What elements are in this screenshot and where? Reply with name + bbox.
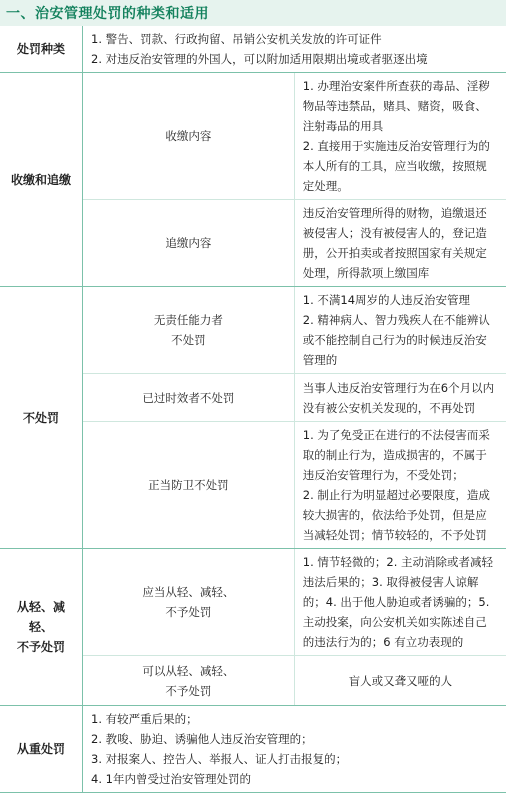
no-punish-sub-label-1-line-2: 不处罚 (91, 330, 286, 350)
no-punish-content-3 (294, 422, 506, 549)
row-penalty-types (0, 26, 506, 73)
heavier-line-4: 4. 1年内曾受过治安管理处罚的 (91, 769, 498, 789)
category-lighter-line-2: 不予处罚 (8, 637, 74, 657)
no-punish-line-1: 1. 不满14周岁的人违反治安管理 (303, 290, 498, 310)
lighter-sub-label-1-line-2: 不予处罚 (91, 602, 286, 622)
confiscate-sub-label-1: 收缴内容 (83, 73, 295, 200)
heavier-line-1: 1. 有较严重后果的； (91, 709, 498, 729)
no-punish-sub-label-3: 正当防卫不处罚 (83, 422, 295, 549)
lighter-sub-label-2-line-1: 可以从轻、减轻、 (91, 661, 286, 681)
no-punish-content-1 (294, 287, 506, 374)
penalty-types-line-1: 1. 警告、罚款、行政拘留、吊销公安机关发放的许可证件 (91, 29, 498, 49)
category-heavier: 从重处罚 (0, 706, 83, 793)
penalty-types-content (83, 26, 506, 73)
category-lighter (0, 549, 83, 706)
lighter-sub-label-2 (83, 656, 295, 706)
row-confiscate-1 (0, 73, 506, 200)
confiscate-sub-label-2: 追缴内容 (83, 200, 295, 287)
heavier-line-2: 2. 教唆、胁迫、诱骗他人违反治安管理的； (91, 729, 498, 749)
confiscate-line-1: 1. 办理治安案件所查获的毒品、淫秽物品等违禁品，赌具、赌资，吸食、注射毒品的用具 (303, 76, 498, 136)
self-defense-line-1: 1. 为了免受正在进行的不法侵害而采取的制止行为，造成损害的，不属于违反治安管理行为，不受处罚； (303, 425, 498, 485)
category-no-punish: 不处罚 (0, 287, 83, 549)
lighter-content-2: 盲人或又聋又哑的人 (294, 656, 506, 706)
confiscate-content-1 (294, 73, 506, 200)
no-punish-line-2: 2. 精神病人、智力残疾人在不能辨认或不能控制自己行为的时候违反治安管理的 (303, 310, 498, 370)
row-lighter-1 (0, 549, 506, 656)
self-defense-line-2: 2. 制止行为明显超过必要限度，造成较大损害的，依法给予处罚，但是应当减轻处罚；情节较轻的，不予处罚 (303, 485, 498, 545)
category-lighter-line-1: 从轻、减轻、 (8, 597, 74, 637)
no-punish-content-2: 当事人违反治安管理行为在6个月以内没有被公安机关发现的，不再处罚 (294, 374, 506, 422)
row-heavier (0, 706, 506, 793)
no-punish-sub-label-2: 已过时效者不处罚 (83, 374, 295, 422)
penalty-types-line-2: 2. 对违反治安管理的外国人，可以附加适用限期出境或者驱逐出境 (91, 49, 498, 69)
heavier-content (83, 706, 506, 793)
confiscate-line-2: 2. 直接用于实施违反治安管理行为的本人所有的工具，应当收缴，按照规定处理。 (303, 136, 498, 196)
lighter-sub-label-1-line-1: 应当从轻、减轻、 (91, 582, 286, 602)
lighter-content-1: 1. 情节轻微的；2. 主动消除或者减轻违法后果的；3. 取得被侵害人谅解的；4. 出于他人胁迫或者诱骗的；5. 主动投案，向公安机关如实陈述自己的违法行为的；6 有立功表现的 (294, 549, 506, 656)
section-title: 一、治安管理处罚的种类和适用 (0, 0, 506, 26)
category-penalty-types: 处罚种类 (0, 26, 83, 73)
row-no-punish-1 (0, 287, 506, 374)
lighter-sub-label-1 (83, 549, 295, 656)
confiscate-content-2: 违反治安管理所得的财物，追缴退还被侵害人；没有被侵害人的，登记造册，公开拍卖或者按照国家有关规定处理，所得款项上缴国库 (294, 200, 506, 287)
penalty-table (0, 26, 506, 793)
no-punish-sub-label-1 (83, 287, 295, 374)
heavier-line-3: 3. 对报案人、控告人、举报人、证人打击报复的； (91, 749, 498, 769)
lighter-sub-label-2-line-2: 不予处罚 (91, 681, 286, 701)
no-punish-sub-label-1-line-1: 无责任能力者 (91, 310, 286, 330)
category-confiscate: 收缴和追缴 (0, 73, 83, 287)
